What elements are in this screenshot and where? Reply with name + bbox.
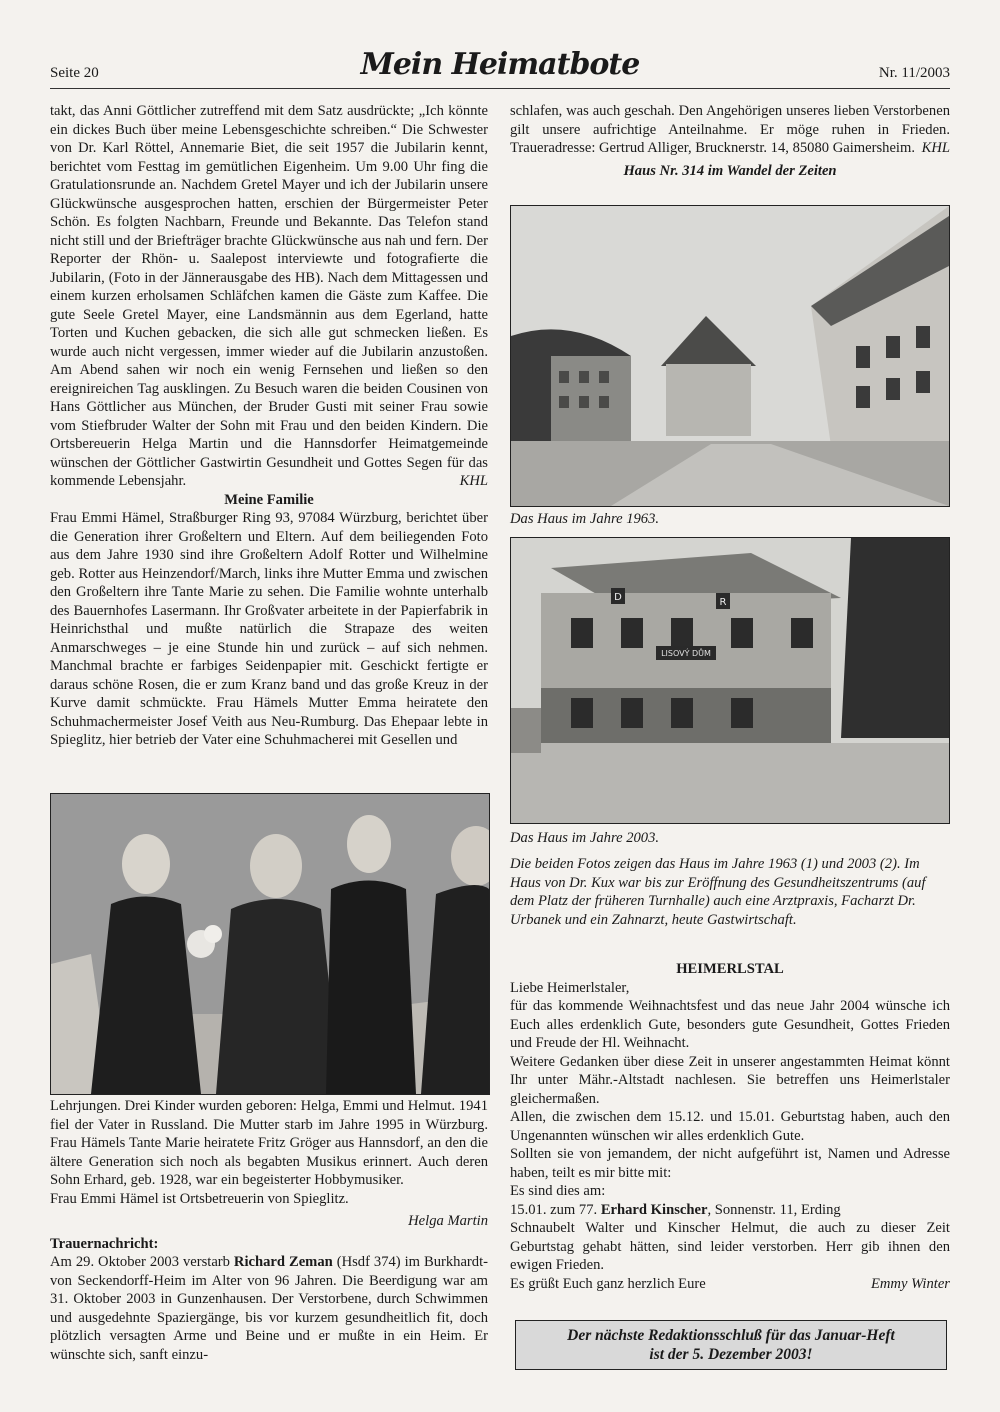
masthead-logo: Mein Heimatbote	[360, 47, 640, 82]
trauer-name: Richard Zeman	[233, 1254, 333, 1270]
familie-paragraph: Frau Emmi Hämel, Straßburger Ring 93, 97084 Würzburg, berichtet über die Generation ihrer Großeltern und Eltern. Auf dem beiliegenden Foto aus dem Jahre 1930 sind ihre Großeltern Adolf Rotter und Wilhelmine geb. Rotter aus Heinzendorf/March, links ihre Mutter Emma und zwischen den Großeltern ihre Tante Marie zu sehen. Die Familie wohnte unterhalb des Bauernhofes Lasermann. Ihr Großvater arbeitete in der Papierfabrik in Heinrichsthal und mußte natürlich die Strapaze des weiten Anmarschweges – je eine Stunde hin und zurück – auf sich nehmen. Manchmal brachte er farbiges Seidenpapier mit. Geschickt fertigte er daraus schöne Rosen, die er zum Kranz band und das große Kreuz in der Kurve damit schmückte. Frau Hämels Mutter Emma heiratete den Schuhmachermeister Josef Veith aus Neu-Rumburg. Das Ehepaar lebte in Spieglitz, hier betrieb der Vater eine Schuhmacherei mit Gesellen und	[50, 510, 488, 748]
trauer-text-post: (Hsdf 374) im Burkhardt-von Seckendorff-Heim im Alter von 96 Jahren. Die Beerdigung war am 31. Oktober 2003 in Gunzenhausen. Der Verstorbene, durch Schwimmen und ausgedehnte Spaziergänge, bis vor kurzem gesundheitlich fit, doch plötzlich versagten Arme und Beine und er mußte in ein Heim. Er wünschte sich, sanft einzu-	[50, 1254, 488, 1363]
trauer-signature: KHL	[921, 140, 950, 156]
page-number: Seite 20	[50, 65, 99, 81]
heimerlstal-p4: Sollten sie von jemandem, der nicht aufgeführt ist, Namen und Adresse haben, teilt es mir bitte mit:	[510, 1146, 950, 1181]
caption-both-photos: Die beiden Fotos zeigen das Haus im Jahre 1963 (1) und 2003 (2). Im Haus von Dr. Kux war bis zur Eröffnung des Gesundheitszentrums (auf dem Platz der früheren Turnhalle) auch eine Arztpraxis, Facharzt Dr. Urbanek und ein Zahnarzt, heute Gastwirtschaft.	[510, 856, 926, 928]
heimerlstal-p3: Allen, die zwischen dem 15.12. und 15.01. Geburtstag haben, auch den Ungenannten wünschen wir alles erdenklich Gute.	[510, 1109, 950, 1144]
heimerlstal-p1: für das kommende Weihnachtsfest und das neue Jahr 2004 wünsche ich Euch alles erdenklich Gute, besonders gute Gesundheit, Gottes Frieden und Freude der Hl. Weihnacht.	[510, 998, 950, 1051]
caption-2003: Das Haus im Jahre 2003.	[510, 830, 660, 846]
birthday-name: Erhard Kinscher	[600, 1201, 708, 1218]
heimerlstal-birthday	[510, 1201, 950, 1220]
house-photo-1963	[510, 205, 950, 507]
heimerlstal-closing-row	[510, 1275, 950, 1294]
heimerlstal-section	[510, 960, 950, 1293]
heimerlstal-greeting: Liebe Heimerlstaler,	[510, 979, 630, 996]
familie-paragraph-continued: Lehrjungen. Drei Kinder wurden geboren: Helga, Emmi und Helmut. 1941 fiel der Vater in Russland. Die Mutter starb im Jahre 1995 in Würzburg. Frau Hämels Tante Marie heiratete Fritz Gröger aus Hannsdorf, an den die ältere Generation sich noch als begabten Musikus erinnert. Auch deren Sohn Erhard, geb. 1928, war ein begeisterter Hobbymusiker.	[50, 1098, 488, 1188]
article-signature: KHL	[459, 473, 488, 489]
trauer-paragraph-continued: schlafen, was auch geschah. Den Angehörigen unseres lieben Verstorbenen gilt unsere aufrichtige Anteilnahme. Er möge ruhen in Frieden. Traueradresse: Gertrud Alliger, Brucknerstr. 14, 85080 Gaimersheim.	[510, 103, 950, 156]
deadline-line-1: Der nächste Redaktionsschluß für das Januar-Heft	[567, 1327, 895, 1344]
trauer-text-pre: Am 29. Oktober 2003 verstarb	[50, 1254, 234, 1270]
deadline-line-2: ist der 5. Dezember 2003!	[649, 1346, 813, 1363]
heimerlstal-p6: Schnaubelt Walter und Kinscher Helmut, die auch zu dieser Zeit Geburtstag gehabt hätten, sind leider verstorben. Herr gib ihnen den ewigen Frieden.	[510, 1220, 950, 1273]
familie-title: Meine Familie	[224, 491, 314, 508]
haus-title: Haus Nr. 314 im Wandel der Zeiten	[623, 162, 837, 179]
deadline-notice	[515, 1320, 947, 1370]
sign-mid: R	[719, 597, 727, 608]
familie-closing: Frau Emmi Hämel ist Ortsbetreuerin von Spieglitz.	[50, 1190, 349, 1207]
heimerlstal-signature: Emmy Winter	[870, 1275, 950, 1292]
house-photo-1963-image	[511, 206, 949, 506]
caption-1963: Das Haus im Jahre 1963.	[510, 511, 660, 527]
sign-left: D	[614, 592, 622, 603]
heimerlstal-p5: Es sind dies am:	[510, 1183, 606, 1199]
article-paragraph: takt, das Anni Göttlicher zutreffend mit dem Satz ausdrückte; „Ich könnte ein dickes Buch über meine Lebensgeschichte schreiben.“ Die Schwester von Dr. Karl Röttel, Annemarie Biet, die seit 1957 die Jubilarin kennt, berichtet vom Festtag im gemütlichen Eigenheim. Um 9.00 Uhr fing die Gratulationsrunde an. Nachdem Gretel Mayer und ich der Jubilarin unsere Glückwünsche ausgesprochen hatten, erschien der Bürgermeister Peter Schön. Es folgten Nachbarn, Freunde und Bekannte. Das Telefon stand nicht still und der Briefträger brachte Glückwünsche aus nah und fern. Der Reporter der Rhön- u. Saalepost interviewte und fotografierte die Jubilarin, (Foto in der Jännerausgabe des HB). Nach dem Mittagessen und einem kurzen erholsamen Schläfchen kamen die Gäste zum Kaffee. Die gute Seele Gretel Mayer, eine Landsmännin aus dem Egerland, hatte Torten und Kuchen gebacken, die sich alle gut schmecken ließen. Es wurde auch nicht vergessen, immer wieder auf die Jubilarin anzustoßen. Am Abend sahen wir noch ein wenig Fernsehen und ließen so den ereignireichen Tag ausklingen. Zu Besuch waren die beiden Cousinen von Hans Göttlicher aus München, der Bruder Gusti mit seiner Frau sowie vom Stiefbruder Walter der Sohn mit Frau und den beiden Kindern. Die Ortsbereuerin Helga Martin und die Hannsdorfer Heimatgemeinde wünschen der Göttlicher Gastwirtin Gesundheit und Gottes Segen für das kommende Lebensjahr.	[50, 103, 488, 489]
shop-sign: LISOVÝ DŮM	[661, 649, 711, 658]
heimerlstal-p2: Weitere Gedanken über diese Zeit in unserer angestammten Heimat könnt Ihr unter Mähr.-Altstadt nachlesen. Sie betreffen uns Heimerlstaler gleichermaßen.	[510, 1053, 950, 1107]
house-photo-2003	[510, 537, 950, 824]
birthday-address: , Sonnenstr. 11, Erding	[707, 1201, 841, 1218]
trauer-continued	[510, 102, 950, 180]
birthday-date: 15.01. zum 77.	[510, 1201, 601, 1218]
heimerlstal-closing: Es grüßt Euch ganz herzlich Eure	[510, 1275, 706, 1292]
trauer-title: Trauernachricht:	[50, 1235, 159, 1252]
familie-continued	[50, 1097, 488, 1364]
page-header	[50, 48, 950, 89]
family-photo-image	[51, 794, 489, 1094]
trauer-paragraph	[50, 1253, 488, 1364]
familie-signature: Helga Martin	[408, 1213, 488, 1229]
article-continued	[50, 102, 488, 750]
heimerlstal-title: HEIMERLSTAL	[676, 961, 784, 977]
house-photo-2003-image	[511, 538, 949, 823]
issue-number: Nr. 11/2003	[878, 65, 950, 81]
family-photo	[50, 793, 490, 1095]
